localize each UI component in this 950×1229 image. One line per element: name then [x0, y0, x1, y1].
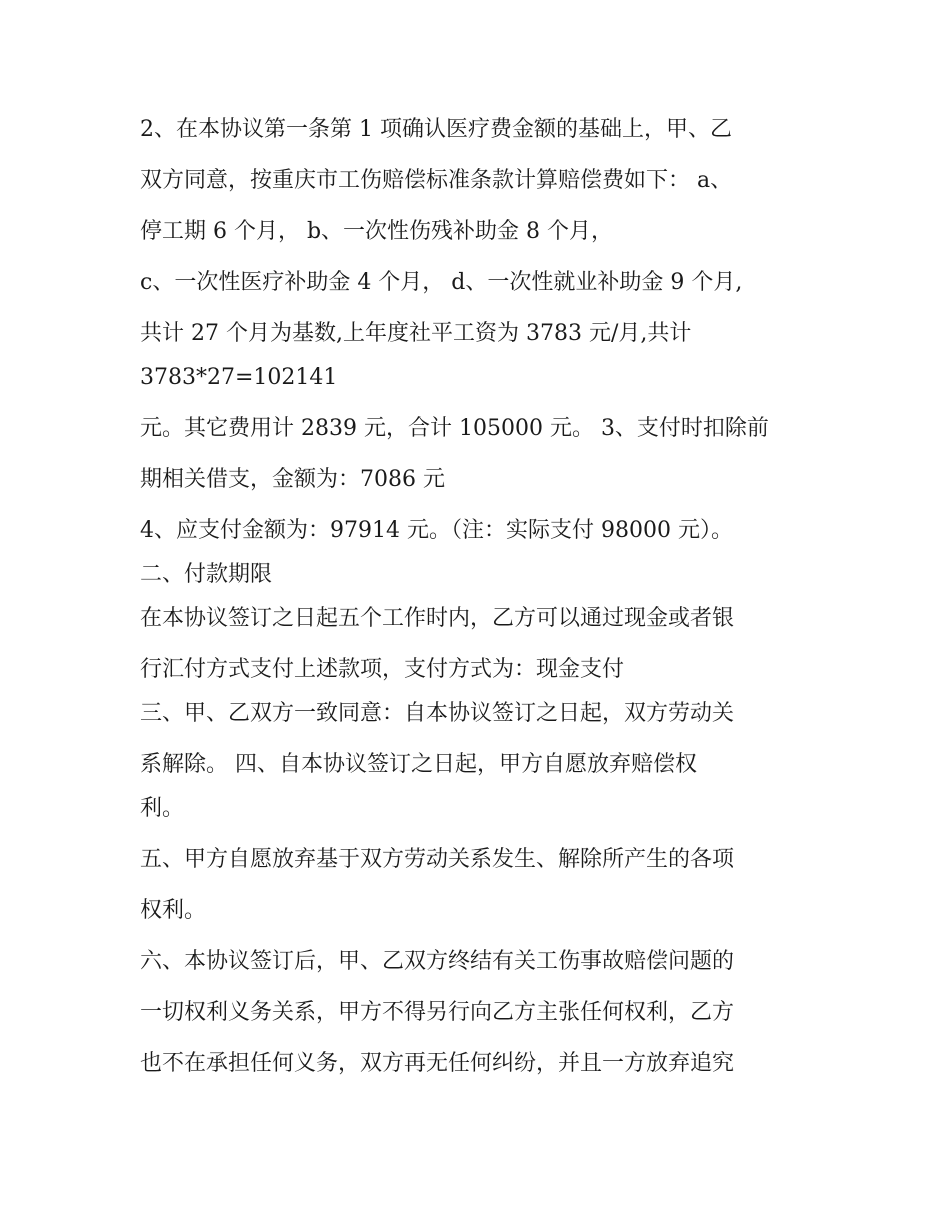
- text-line: 停工期 6 个月， b、一次性伤残补助金 8 个月，: [140, 219, 614, 244]
- text-line: 3783*27=102141: [140, 365, 338, 390]
- text-line: 期相关借支，金额为：7086 元: [140, 467, 445, 492]
- text-line: 元。其它费用计 2839 元，合计 105000 元。 3、支付时扣除前: [140, 416, 769, 441]
- text-line: c、一次性医疗补助金 4 个月， d、一次性就业补助金 9 个月,: [140, 270, 743, 295]
- text-line: 六、本协议签订后，甲、乙双方终结有关工伤事故赔偿问题的: [140, 949, 735, 974]
- text-line: 共计 27 个月为基数,上年度社平工资为 3783 元/月,共计: [140, 321, 692, 346]
- text-line: 2、在本协议第一条第 1 项确认医疗费金额的基础上，甲、乙: [140, 117, 732, 142]
- text-line: 行汇付方式支付上述款项，支付方式为：现金支付: [140, 657, 625, 682]
- text-line: 五、甲方自愿放弃基于双方劳动关系发生、解除所产生的各项: [140, 847, 735, 872]
- text-line: 利。: [140, 796, 185, 821]
- text-line: 也不在承担任何义务，双方再无任何纠纷，并且一方放弃追究: [140, 1051, 735, 1076]
- text-line: 三、甲、乙双方一致同意：自本协议签订之日起，双方劳动关: [140, 701, 735, 726]
- text-line: 4、应支付金额为：97914 元。（注：实际支付 98000 元）。: [140, 518, 733, 543]
- document-body: [140, 108, 830, 1093]
- section-heading: 二、付款期限: [140, 562, 273, 587]
- text-line: 在本协议签订之日起五个工作时内，乙方可以通过现金或者银: [140, 606, 735, 631]
- text-line: 系解除。 四、自本协议签订之日起，甲方自愿放弃赔偿权: [140, 752, 697, 777]
- text-line: 一切权利义务关系，甲方不得另行向乙方主张任何权利，乙方: [140, 1000, 735, 1025]
- text-line: 双方同意，按重庆市工伤赔偿标准条款计算赔偿费如下： a、: [140, 168, 733, 193]
- text-line: 权利。: [140, 898, 207, 923]
